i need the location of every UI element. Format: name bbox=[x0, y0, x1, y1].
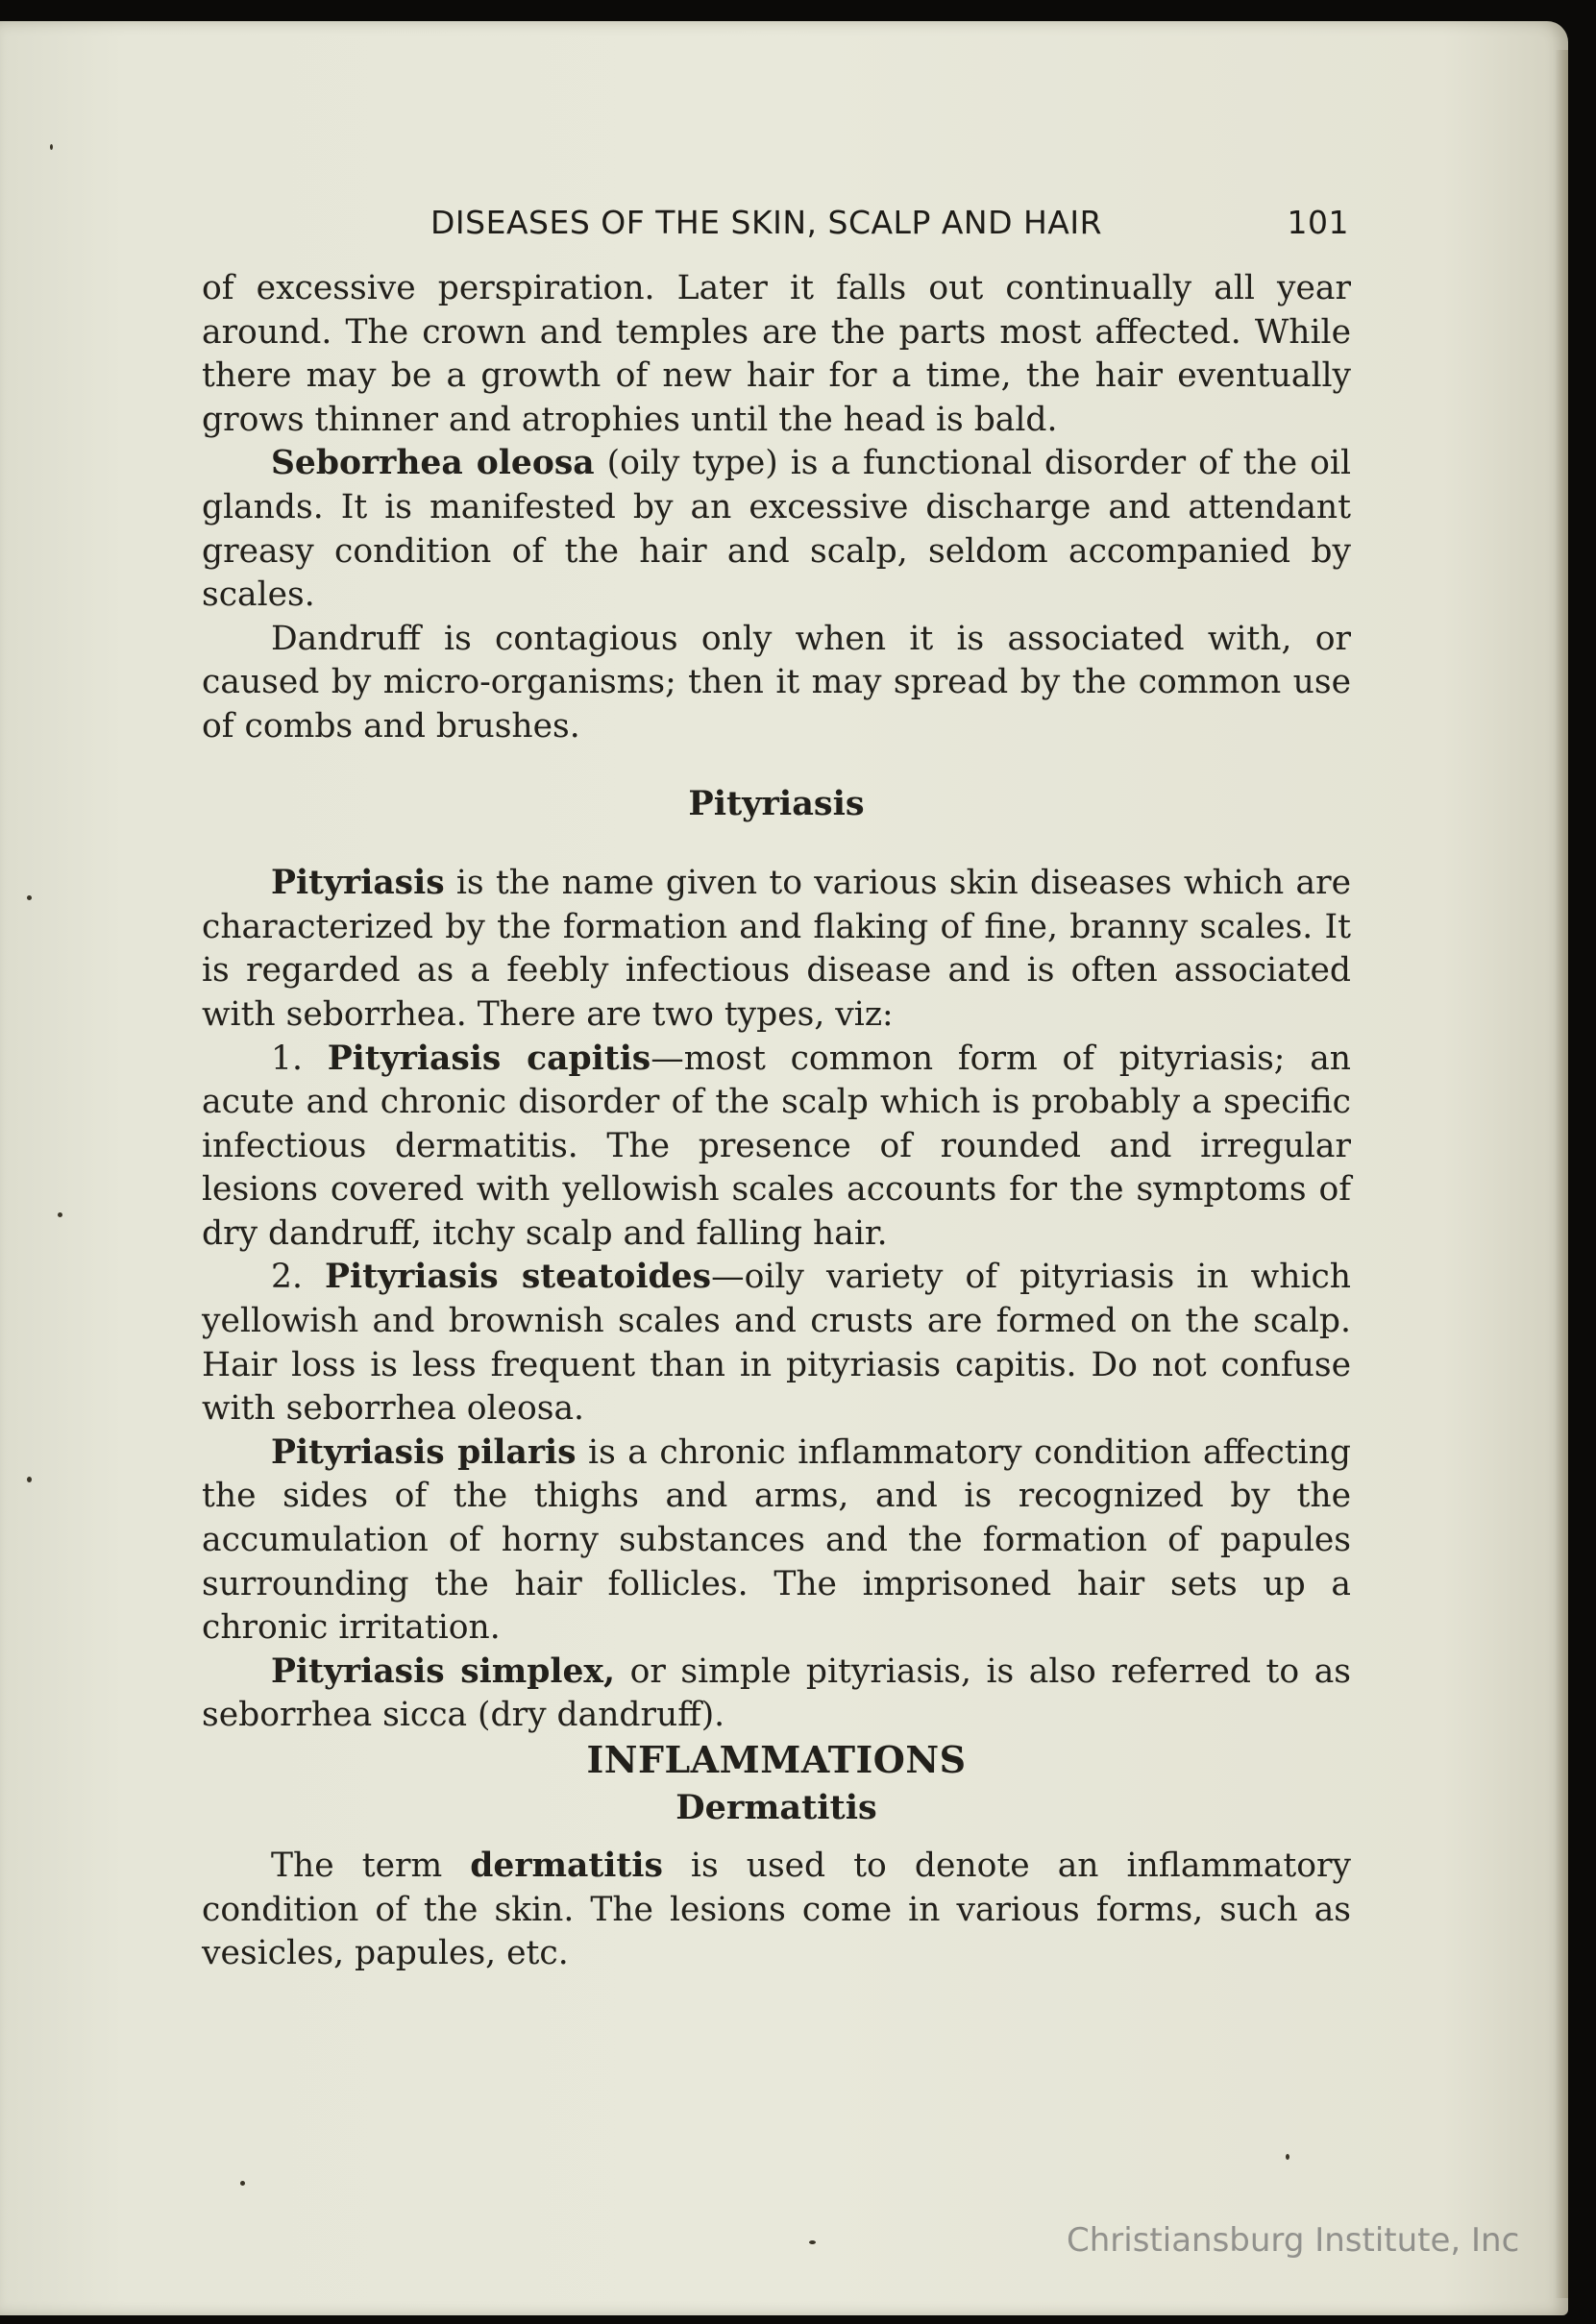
term: Pityriasis steatoides bbox=[325, 1258, 712, 1297]
term: Pityriasis simplex, bbox=[271, 1651, 616, 1691]
paper-speck bbox=[1286, 2154, 1289, 2160]
paragraph: Dandruff is contagious only when it is associated with, or caused by micro-organisms; then it may spread by the common use of combs and brushes. bbox=[202, 619, 1351, 746]
paragraph: of excessive perspiration. Later it falls out continually all year around. The crown and temples are the parts most affected. While there may be a growth of new hair for a time, the hair eventually grows thinner and atrophies until the head is bald. bbox=[202, 269, 1351, 439]
term: dermatitis bbox=[470, 1847, 663, 1886]
body-text bbox=[202, 267, 1351, 1976]
page-edge-shadow bbox=[1555, 50, 1568, 2298]
section-heading-pityriasis: Pityriasis bbox=[688, 783, 865, 823]
term: Pityriasis bbox=[271, 864, 445, 903]
running-title: DISEASES OF THE SKIN, SCALP AND HAIR bbox=[430, 204, 1103, 241]
term: Seborrhea oleosa bbox=[271, 444, 595, 483]
paragraph: The term dermatitis is used to denote an inflammatory condition of the skin. The lesions come in various forms, such as vesicles, papules, etc. bbox=[202, 1847, 1351, 1973]
paper-speck bbox=[50, 144, 53, 150]
paper-speck bbox=[809, 2240, 816, 2244]
page-number: 101 bbox=[1287, 204, 1349, 241]
paper-speck bbox=[58, 1212, 62, 1217]
term: Pityriasis capitis bbox=[327, 1039, 651, 1078]
section-heading-dermatitis: Dermatitis bbox=[675, 1787, 877, 1827]
section-heading-inflammations: INFLAMMATIONS bbox=[586, 1738, 967, 1781]
list-item: 2. Pityriasis steatoides—oily variety of pityriasis in which yellowish and brownish scales and crusts are formed on the scalp. Hair loss is less frequent than in pityriasis capitis. Do not confuse with seborrhea oleosa. bbox=[202, 1258, 1352, 1429]
paragraph: Pityriasis is the name given to various skin diseases which are characterized by the formation and flaking of fine, branny scales. It is regarded as a feebly infectious disease and is often associated with seborrhea. There are two types, viz: bbox=[202, 864, 1351, 1034]
paper-speck bbox=[27, 895, 32, 900]
paragraph: Pityriasis pilaris is a chronic inflammatory condition affecting the sides of the thighs and arms, and is recognized by the accumulation of horny substances and the formation of papules surrounding the hair follicles. The imprisoned hair sets up a chronic irritation. bbox=[202, 1432, 1351, 1648]
paragraph: Pityriasis simplex, or simple pityriasis, is also referred to as seborrhea sicca (dry dandruff). bbox=[202, 1651, 1351, 1735]
paper-speck bbox=[240, 2181, 245, 2186]
watermark: Christiansburg Institute, Inc bbox=[1067, 2221, 1520, 2260]
running-header bbox=[430, 204, 1349, 246]
list-item: 1. Pityriasis capitis—most common form of pityriasis; an acute and chronic disorder of the scalp which is probably a specific infectious dermatitis. The presence of rounded and irregular lesions covered with yellowish scales accounts for the symptoms of dry dandruff, itchy scalp and falling hair. bbox=[202, 1039, 1352, 1253]
term: Pityriasis pilaris bbox=[271, 1432, 577, 1472]
book-page bbox=[0, 21, 1568, 2315]
paragraph: Seborrhea oleosa (oily type) is a functional disorder of the oil glands. It is manifested by an excessive discharge and attendant greasy condition of the hair and scalp, seldom accompanied by scales. bbox=[202, 444, 1351, 615]
paper-speck bbox=[27, 1477, 32, 1482]
